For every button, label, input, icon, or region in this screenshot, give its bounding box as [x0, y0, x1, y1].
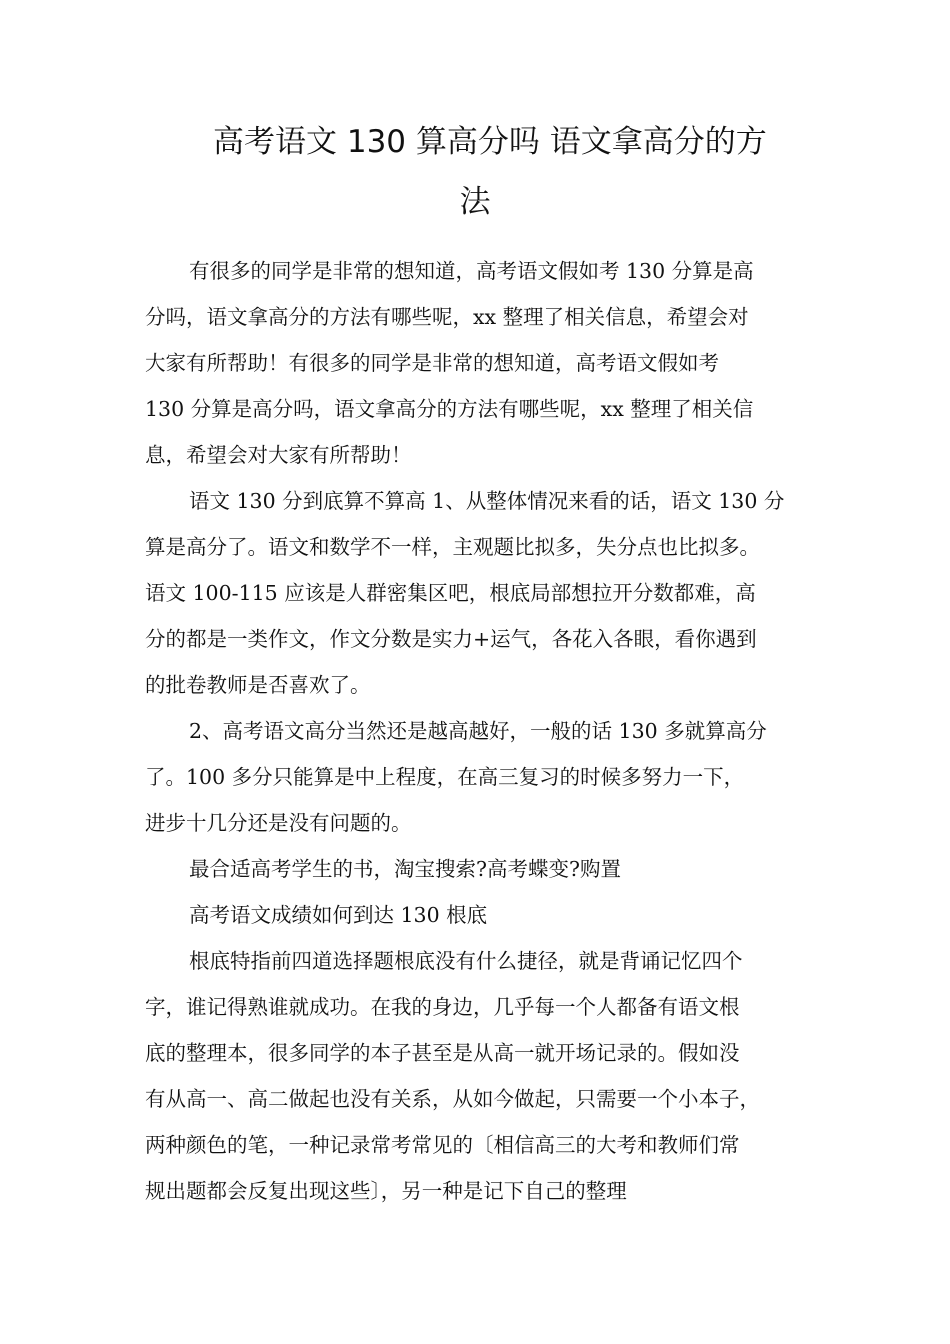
paragraph-line: 了。100 多分只能算是中上程度，在高三复习的时候多努力一下， — [145, 765, 745, 789]
paragraph-4 — [145, 846, 810, 892]
paragraph-line: 底的整理本，很多同学的本子甚至是从高一就开场记录的。假如没 — [145, 1041, 740, 1065]
paragraph-line: 两种颜色的笔，一种记录常考常见的〔相信高三的大考和教师们常 — [145, 1133, 740, 1157]
title-line-2: 法 — [459, 184, 491, 220]
paragraph-line: 息，希望会对大家有所帮助！ — [145, 443, 412, 467]
paragraph-line: 分吗，语文拿高分的方法有哪些呢，xx 整理了相关信息，希望会对 — [145, 305, 749, 329]
paragraph-1 — [145, 248, 810, 478]
document-title — [145, 112, 805, 232]
paragraph-2 — [145, 478, 810, 708]
paragraph-line: 根底特指前四道选择题根底没有什么捷径，就是背诵记忆四个 — [189, 949, 743, 973]
paragraph-line: 字，谁记得熟谁就成功。在我的身边，几乎每一个人都备有语文根 — [145, 995, 740, 1019]
paragraph-line: 语文 130 分到底算不算高 1、从整体情况来看的话，语文 130 分 — [189, 489, 785, 513]
paragraph-line: 130 分算是高分吗，语文拿高分的方法有哪些呢，xx 整理了相关信 — [145, 397, 754, 421]
document-body — [145, 248, 810, 1214]
paragraph-5 — [145, 892, 810, 938]
paragraph-3 — [145, 708, 810, 846]
paragraph-line: 最合适高考学生的书，淘宝搜索?高考蝶变?购置 — [189, 857, 621, 881]
paragraph-line: 高考语文成绩如何到达 130 根底 — [189, 903, 488, 927]
paragraph-line: 规出题都会反复出现这些〕，另一种是记下自己的整理 — [145, 1179, 627, 1203]
paragraph-line: 2、高考语文高分当然还是越高越好，一般的话 130 多就算高分 — [189, 719, 767, 743]
paragraph-line: 分的都是一类作文，作文分数是实力+运气，各花入各眼，看你遇到 — [145, 627, 757, 651]
paragraph-line: 有从高一、高二做起也没有关系，从如今做起，只需要一个小本子， — [145, 1087, 760, 1111]
paragraph-line: 算是高分了。语文和数学不一样，主观题比拟多，失分点也比拟多。 — [145, 535, 760, 559]
paragraph-line: 语文 100-115 应该是人群密集区吧，根底局部想拉开分数都难，高 — [145, 581, 756, 605]
paragraph-line: 有很多的同学是非常的想知道，高考语文假如考 130 分算是高 — [189, 259, 754, 283]
paragraph-line: 大家有所帮助！有很多的同学是非常的想知道，高考语文假如考 — [145, 351, 719, 375]
title-line-1: 高考语文 130 算高分吗 语文拿高分的方 — [213, 124, 767, 160]
paragraph-line: 的批卷教师是否喜欢了。 — [145, 673, 371, 697]
paragraph-6 — [145, 938, 810, 1214]
paragraph-line: 进步十几分还是没有问题的。 — [145, 811, 412, 835]
